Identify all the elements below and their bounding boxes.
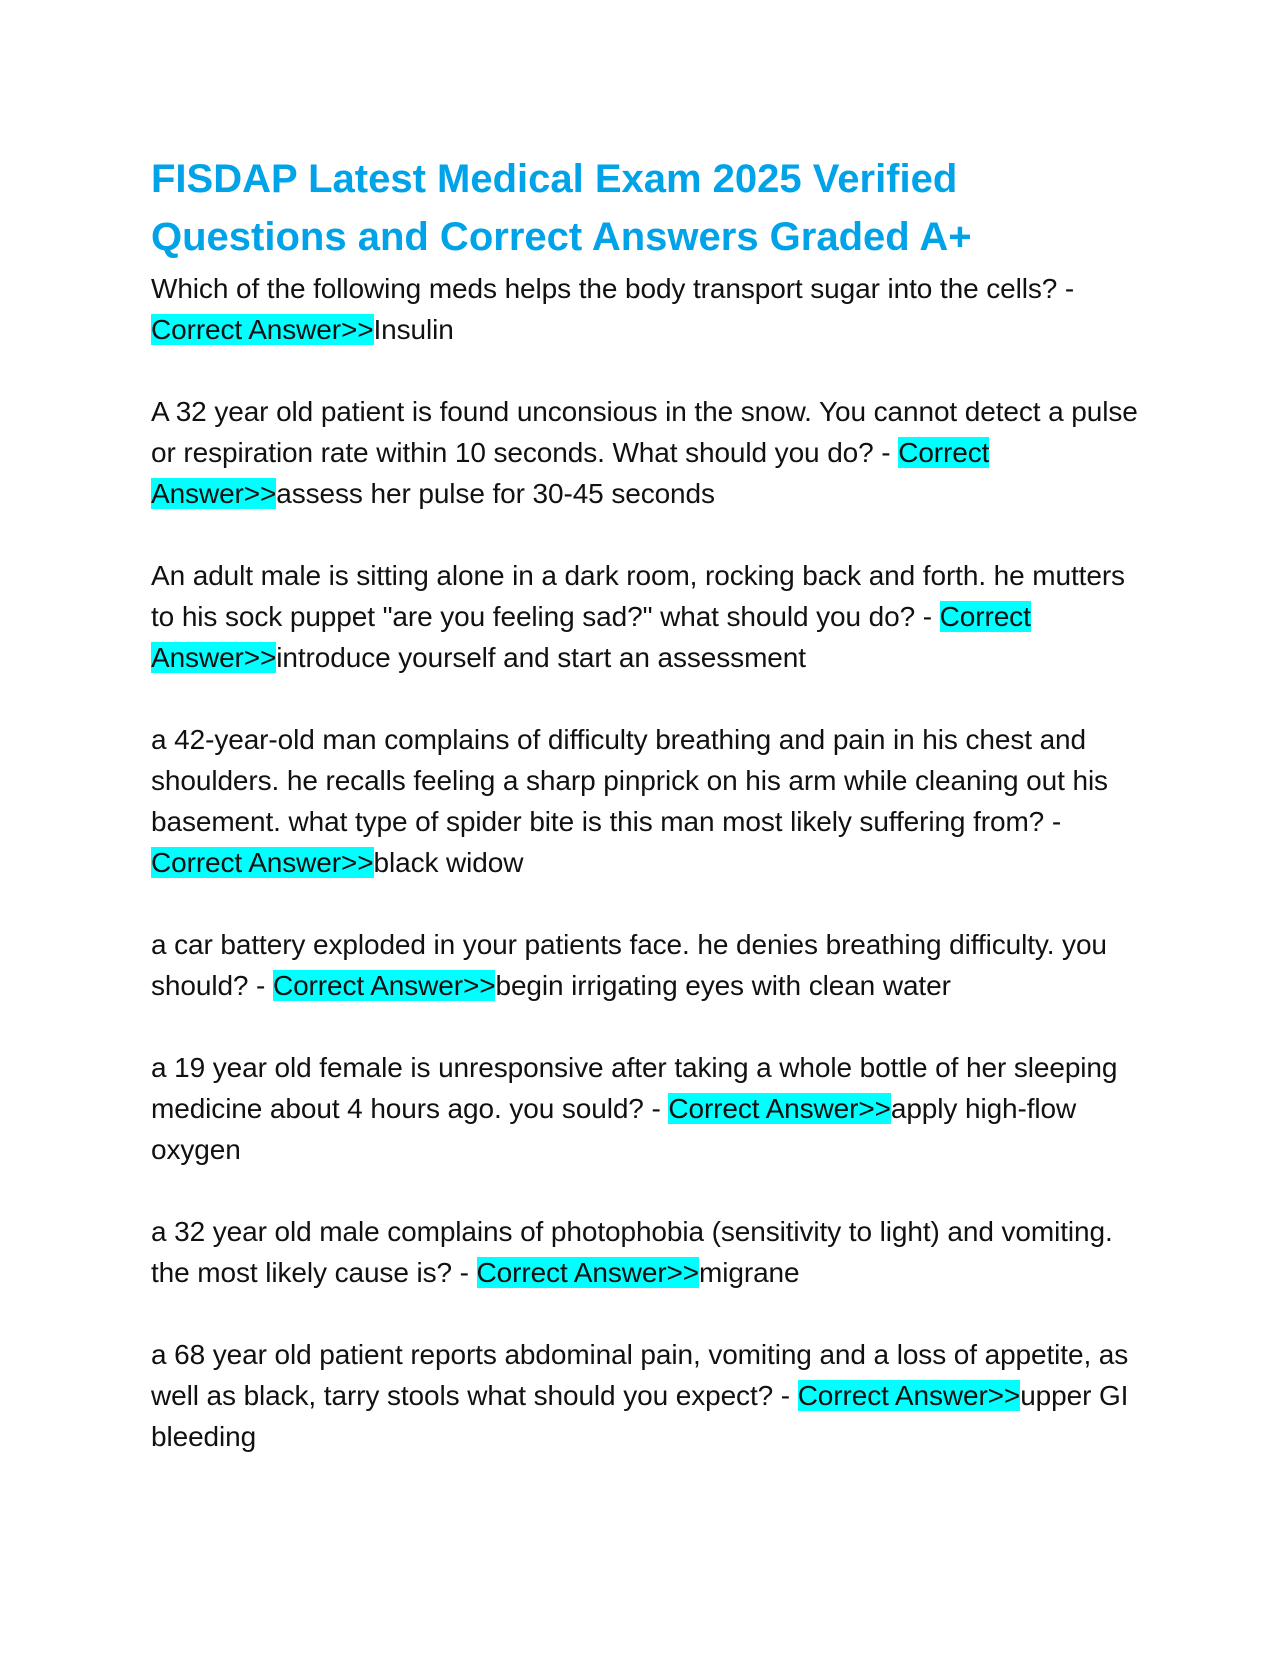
question-text: A 32 year old patient is found unconsious in the snow. You cannot detect a pulse or respiration rate within 10 seconds. What should you do? - [151,396,1138,468]
answer-marker: Correct Answer>> [151,601,1031,673]
answer-text: assess her pulse for 30-45 seconds [276,478,715,509]
qa-item-1 [151,268,1141,350]
document-title: FISDAP Latest Medical Exam 2025 Verified Questions and Correct Answers Graded A+ [151,157,972,259]
qa-item-2 [151,391,1141,514]
answer-marker: Correct Answer>> [797,1380,1021,1411]
qa-item-7 [151,1211,1141,1293]
qa-item-4 [151,719,1141,883]
answer-marker: Correct Answer>> [476,1257,700,1288]
answer-text: black widow [373,847,524,878]
answer-text: begin irrigating eyes with clean water [495,970,951,1001]
question-text: a 42-year-old man complains of difficulty breathing and pain in his chest and shoulders. he recalls feeling a sharp pinprick on his arm while cleaning out his basement. what type of spider bite is this man most likely suffering from? - [151,724,1108,837]
question-text: Which of the following meds helps the body transport sugar into the cells? - [151,273,1075,304]
document-page [151,150,1141,1498]
qa-item-8 [151,1334,1141,1457]
answer-marker: Correct Answer>> [151,314,374,345]
qa-item-6 [151,1047,1141,1170]
question-text: a 19 year old female is unresponsive after taking a whole bottle of her sleeping medicine about 4 hours ago. you sould? - [151,1052,1118,1124]
question-text: a car battery exploded in your patients face. he denies breathing difficulty. you should? - [151,929,1107,1001]
answer-marker: Correct Answer>> [151,437,990,509]
answer-text: migrane [699,1257,800,1288]
question-text: a 32 year old male complains of photophobia (sensitivity to light) and vomiting. the most likely cause is? - [151,1216,1113,1288]
answer-text: introduce yourself and start an assessment [276,642,806,673]
answer-marker: Correct Answer>> [668,1093,891,1124]
question-text: An adult male is sitting alone in a dark room, rocking back and forth. he mutters to his sock puppet "are you feeling sad?" what should you do? - [151,560,1125,632]
answer-text: upper GI bleeding [151,1380,1129,1452]
answer-text: Insulin [373,314,454,345]
answer-text: apply high-flow oxygen [151,1093,1077,1165]
question-text: a 68 year old patient reports abdominal pain, vomiting and a loss of appetite, as well as black, tarry stools what should you expect? - [151,1339,1129,1411]
qa-item-5 [151,924,1141,1006]
answer-marker: Correct Answer>> [272,970,496,1001]
qa-item-3 [151,555,1141,678]
answer-marker: Correct Answer>> [151,847,374,878]
